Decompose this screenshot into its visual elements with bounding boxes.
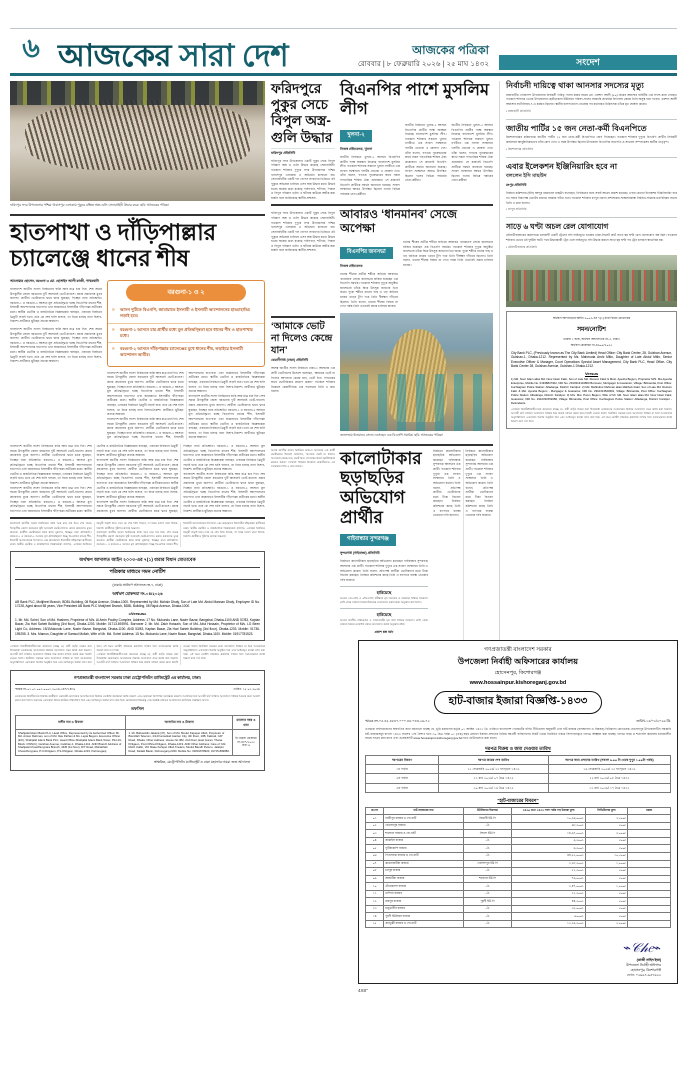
t2-r5-c5 [628,852,671,860]
t2-r12-c4: ৫০০/- [585,905,628,913]
t1-col-1: দরপত্র ক্রয়ের শেষ তারিখ [439,756,549,765]
magistrate-signature [15,756,260,765]
left-overflow-text [10,522,265,546]
t1-r1-c1: ২১ মার্চ ২০২৬/ ০৭ চৈত্র ১৪৩২ [439,774,549,783]
t2-r6-c2: গোবিন্দপুর ইউ.পি [463,860,512,868]
t2-r8-c4: ৫০০/- [585,875,628,883]
magistrate-case-no: স্মারক নং-০১.০১.০০১.০০০১.২০২৬-২৪৭/১৪৮৯ [15,687,76,692]
sidebar-byline: রংপুর প্রতিনিধি [506,183,527,188]
dhanmanab-photo [340,313,493,431]
col-plaintiff: বাদীর নাম ও ঠিকানা [16,716,126,729]
t2-r10-c5 [628,890,671,898]
kalotaka-overflow-cols [433,449,493,645]
faridpur-headline: ফরিদপুরে পুকুর সেচে বিপুল অস্ত্র-গুলি উদ্ধার [271,81,333,145]
faridpur-byline: ফরিদপুর প্রতিনিধি [271,150,296,155]
t2-r12-c3: ৩৫,০০০/- [512,905,585,913]
city-bank-notice-title: সমন/নোটিশ [577,326,606,333]
divider [10,517,265,519]
sidebar-body: কিশোরগঞ্জের করিমগঞ্জে জাতীয় পার্টির ১৫ জন নেতা-কর্মী বিএনপিতে যোগ দিয়েছেন। গতকাল শনিবার দুপুরে বিএনপি প্রার্থীর নির্বাচনী কার্যালয়ে আনুষ্ঠানিকভাবে তাঁরা যোগ দেন। এ সময় উপস্থিত ছিলেন উপজেলা বিএনপির সভাপতি ও সাধারণ সম্পাদকসহ স্থানীয় নেতৃবৃন্দ। [506,135,677,144]
t2-r1-c1: হোসেনপুর বাজার [384,822,463,830]
dhanmanab-story [340,209,493,309]
ad-header-line: অর্থঋণ আদালত আইন ২০০৩-এর ৭(১) ধারার বিধান মোতাবেক [79,556,196,562]
t2-r10-c1: নান্দিনা বাজার [384,890,463,898]
t2-r13-c5 [628,913,671,921]
lead-body-3: বাংলাদেশ জাতীয় সংসদ নির্বাচনের বাকি আর মাত্র চার দিন। শেষ সময়ে উপকূলীয় জেলা বরগুনার দুটি আসনেই ভোট-বাতাস। প্রচার প্রচারণায় মুখর জনপদ। প্রার্থীরা ভোটারদের দ্বারে দ্বারে ঘুরছেন, দিচ্ছেন নানা প্রতিশ্রুতি। বরগুনা-১ ও বরগুনা-২ আসনে মূল প্রতিদ্বন্দ্বিতা হচ্ছে বিএনপির ধানের শীষ, ইসলামী আন্দোলনের হাতপাখা এবং জামায়াতে ইসলামীর দাঁড়িপাল্লা প্রতীকের মধ্যে। স্থানীয় ভোটার ও রাজনৈতিক বিশ্লেষকেরা বলছেন, এবারের নির্বাচনে ত্রিমুখী লড়াই হবে। তবে কে শেষ হাসি হাসবে, তা নিয়ে চলছে নানা হিসাব-নিকাশ। প্রার্থীরাও ছুটছেন প্রত্যন্ত অঞ্চলে। [107,370,184,417]
sidebar-title: নির্বাচনী দায়িত্বে থাকা আনসার সদস্যের মৃত্যু [506,81,644,90]
divider [10,214,265,216]
t2-r0-c4: ২,৫০০/- [585,815,628,823]
t2-r3-c3: ৯,৫০০/- [512,837,585,845]
signer-office: হোসেনপুর, কিশোরগঞ্জ [630,968,661,973]
t2-r7-c1: চরপুর বাজার [384,868,463,876]
t1-col-2: দরপত্র জমা প্রদানের তারিখ (সকাল ৯.০০ টা থেকে দুপুর ১.০০টা পর্যন্ত) [548,756,670,765]
city-bank-legal-notice-ad [506,311,677,429]
t2-r8-c1: আশুটিয়া বাজার [384,875,463,883]
quote-story [271,313,335,441]
table-row [366,920,671,928]
t2-r2-c3: ১৪,৯৭,০০০/- [512,830,585,838]
govt-line: গণপ্রজাতন্ত্রী বাংলাদেশ সরকার [484,647,552,653]
t2-r13-c4: ৫০০/- [585,913,628,921]
t2-r9-c3: ২,৪৭,০০০/- [512,883,585,891]
kalotaka-story [340,449,428,645]
t2-r5-c4: ১০,৫০০/- [585,852,628,860]
t2-r5-c1: পিতলগঞ্জ বাজার ও গো-হাটি [384,852,463,860]
muslim-league-meta [340,123,400,197]
lost-notice-1-title: হারিয়েছে [376,589,392,595]
brand-name: আজকের পত্রিকা [412,45,489,58]
t2-r0-c0: ০১ [366,815,384,823]
table-row [366,822,671,830]
ad-defendants-text: 1. Mr. Md. Sohel, Son of Md. Hashem, Proprietor of M/s. Al Amin Poultry Complex, Address: 17 No. Mukundu Lane, Nazirr Bazar, Bangshal, Dhaka-1100 AND 57/83, Kaptan Bazar, Zia Hari Saheb Building (3rd floor), Dhaka-1203. Mobile: 01713-693991. Borrower 2. Mr. Md. Zakir Hossain, Son of Md. Abul Hossain, Proprietor of M/s. LG Been Light Co, Address: 15/1Mukundu Lane, Nazirr Bazar, Bangshal, Dhaka-1100. AND 53/83, Kaptan Bazar, Zia Hari Saheb Building (3rd floor), Dhaka-1203. Mobile: 01736-195255. 3. Mrs. Mamun, Daughter of Samsul Mollah, Wife of Mr. Md. Sohel Address: 15 No. Mukundu Lane, Nazirr Bazar, Bangshal, Dhaka-1100. Mobile: 01917781523. [15,617,260,636]
dhanmanab-meta [340,240,398,309]
col-case: মামলার নম্বর ও ধারা [233,716,260,729]
divider [271,148,335,149]
masthead [10,28,677,76]
lead-body-5: বাংলাদেশ জাতীয় সংসদ নির্বাচনের বাকি আর মাত্র চার দিন। শেষ সময়ে উপকূলীয় জেলা বরগুনার দুটি আসনেই ভোট-বাতাস। প্রচার প্রচারণায় মুখর জনপদ। প্রার্থীরা ভোটারদের দ্বারে দ্বারে ঘুরছেন, দিচ্ছেন নানা প্রতিশ্রুতি। বরগুনা-১ ও বরগুনা-২ আসনে মূল প্রতিদ্বন্দ্বিতা হচ্ছে বিএনপির ধানের শীষ, ইসলামী আন্দোলনের হাতপাখা এবং জামায়াতে ইসলামীর দাঁড়িপাল্লা প্রতীকের মধ্যে। স্থানীয় ভোটার ও রাজনৈতিক বিশ্লেষকেরা বলছেন, এবারের নির্বাচনে ত্রিমুখী লড়াই হবে। তবে কে শেষ হাসি হাসবে, তা নিয়ে চলছে নানা হিসাব-নিকাশ। প্রার্থীরাও ছুটছেন প্রত্যন্ত অঞ্চলে। [188,393,265,440]
filler-2: এতদ্বারা বিবাদী/বিবাদীগণকে জানানো যাচ্ছে যে, বাদী কর্তৃক দায়ের করা উপরোক্ত মোকদ্দমায় আপনাদের বিরুদ্ধে আদালতে সমন জারি করা হয়েছে। আগামী ধার্য তারিখে আদালতে হাজির হয়ে জবাব দাখিল করার জন্য নির্দেশ দেওয়া হলো। নির্ধারিত সময়ের মধ্যে আদালতে হাজির না হলে আপনাদের অনুপস্থিতিতে একতরফা শুনানি অনুষ্ঠিত হবে এবং আইনানুগ ব্যবস্থা গ্রহণ করা হবে। এই সমন নোটিশ পত্রিকায় প্রকাশের তারিখ হতে যথাযথভাবে জারি হয়েছে বলে গণ্য হবে। [96,645,265,665]
t2-r13-c3: ৯০০০/- [512,913,585,921]
sidebar-body: নির্বাচন কমিশনার (ইসি) আব্দুর রহমানেল মাছউদ বলেছেন, নির্বাচনের জন্য সবাই আগ্রহ প্রকাশ করেছে। এবার কোনো ইলেকশন ইঞ্জিনিয়ারিং হবে না। সবার নিরপেক্ষ ভোটের মাধ্যমে সরকার গঠিত হবে। গতকাল শনিবার রংপুর জেলা প্রশাসকের সম্মেলনকক্ষে নির্বাচন-সংক্রান্ত মতবিনিময় সভায় তিনি এ কথা বলেন। [506,191,677,205]
table-row [16,729,260,756]
dhanmanab-headline: আবারও ‘ধানমানব’ সেজে অপেক্ষা [340,209,457,236]
tender-schedule-table [365,755,671,793]
t2-r2-c4: ৩,০০০/- [585,830,628,838]
faridpur-story [271,81,335,200]
magistrate-date: তারিখ: ১৫.০১.২০২৬ [233,687,260,692]
divider [271,204,493,206]
office-website[interactable]: www.hossainpur.kishoreganj.gov.bd [469,680,567,686]
tender-memo-no: স্মারক নং-০৫.৪৫.৪৮৪৭.০০০.৪৪.০৪৩.২৬-৭২ [365,719,430,723]
kalotaka-body: নির্বাচনে কালোটাকার ছড়াছড়ির অভিযোগ করেছেন গাইবান্ধার সুন্দরগঞ্জ আসনের এক প্রার্থী। গতকাল শনিবার দুপুরে এক সংবাদ সম্মেলনে তিনি এ অভিযোগ করেন। তিনি বলেন, প্রতিপক্ষ প্রার্থীরা ভোটারদের মধ্যে টাকা বিতরণ করছেন। নির্বাচন কমিশনের কাছে তিনি এ ব্যাপারে ব্যবস্থা নেওয়ার দাবি জানান। [340,559,428,582]
t2-r6-c5 [628,860,671,868]
t2-r10-c2: -ঐ- [463,890,512,898]
filler-1: এতদ্বারা বিবাদী/বিবাদীগণকে জানানো যাচ্ছে যে, বাদী কর্তৃক দায়ের করা উপরোক্ত মোকদ্দমায় আপনাদের বিরুদ্ধে আদালতে সমন জারি করা হয়েছে। আগামী ধার্য তারিখে আদালতে হাজির হয়ে জবাব দাখিল করার জন্য নির্দেশ দেওয়া হলো। নির্ধারিত সময়ের মধ্যে আদালতে হাজির না হলে আপনাদের অনুপস্থিতিতে একতরফা শুনানি অনুষ্ঠিত হবে এবং আইনানুগ ব্যবস্থা গ্রহণ করা হবে। এই সমন নোটিশ পত্রিকায় প্রকাশের তারিখ হতে যথাযথভাবে জারি হয়েছে বলে গণ্য হবে। [10,645,179,665]
t1-r0-c2: ১৬ ফেব্রুয়ারি ২০২৬/ ২৩ ফাল্গুন ১৪৩২ [548,765,670,774]
callout-header: বরগুনা-১ ও ২ [126,284,246,301]
sidebar-item-rail [506,222,677,250]
city-bank-versus: Versus [584,370,599,376]
col-defendant: আসামির নাম ও ঠিকানা [126,716,233,729]
t2-r4-c0: ০৫ [366,845,384,853]
t2-r14-c2: -ঐ- [463,920,512,928]
quote-photo-row [271,313,493,441]
sidebar-item-election-engineering [506,162,677,214]
tender-table2-title: "হাট-বাজারের বিবরণ" [497,797,539,803]
metropolitan-magistrate-ad [10,670,265,770]
muslim-league-byline: নিজস্ব প্রতিবেদক, খুলনা [340,146,373,151]
overflow-text-2: বাংলাদেশ জাতীয় সংসদ নির্বাচনের বাকি আর মাত্র চার দিন। শেষ সময়ে উপকূলীয় জেলা বরগুনার দুটি আসনেই ভোট-বাতাস। প্রচার প্রচারণায় মুখর জনপদ। প্রার্থীরা ভোটারদের দ্বারে দ্বারে ঘুরছেন, দিচ্ছেন নানা প্রতিশ্রুতি। বরগুনা-১ ও বরগুনা-২ আসনে মূল প্রতিদ্বন্দ্বিতা হচ্ছে বিএনপির ধানের শীষ, ইসলামী আন্দোলনের হাতপাখা এবং জামায়াতে ইসলামীর দাঁড়িপাল্লা প্রতীকের মধ্যে। স্থানীয় ভোটার ও রাজনৈতিক বিশ্লেষকেরা বলছেন, এবারের নির্বাচনে ত্রিমুখী লড়াই হবে। তবে কে শেষ হাসি হাসবে, তা নিয়ে চলছে নানা হিসাব-নিকাশ। প্রার্থীরাও ছুটছেন প্রত্যন্ত অঞ্চলে। [96,522,265,546]
t2-r9-c5 [628,883,671,891]
tender-body: এতদ্বারা সর্বসাধারণের অবগতির জন্য জানানো যাচ্ছে যে, ভূমি মন্ত্রণালয় কর্তৃক ০১ আশ্বিন ১৪৩১ খ্রি. তারিখে বাংলাদেশ গেজেটের বর্ণিত নীতিমালা অনুযায়ী এবং হাট-বাজার (ব্যবস্থাপনা ও নিয়ন্ত্রণ) বিধিমালা মোতাবেক হোসেনপুর উপজেলাধীন সরকারি হাট-বাজারসমূহ বাংলা ১৪৩৩ সালের ১লা বৈশাখ হতে ৩০ চৈত্র পর্যন্ত ০১ (এক) বছর মেয়াদে ইজারা প্রদানের নিমিত্ত আগ্রহী ব্যক্তিগণের নিকট থেকে নির্ধারিত ফরমে সিলগালাকৃত দরপত্র আহ্বান করা যাচ্ছে। দরপত্র ফরম ও শর্তাবলি কার্যালয় চলাকালীন সময়ে সংগ্রহ করা যাবে এবং ওয়েবসাইট www.hossainpur.kishoreganj.gov.bd হতে ডাউনলোড করা যাবে। [365,727,671,741]
constituency-tag: খুলনা-২ [340,130,372,142]
ad-size-note: 4X8" [358,988,368,994]
bottom-center-row [271,449,493,645]
tender-memo-date: তারিখ-১৫/০২/২০২৬ খ্রি. [636,719,671,723]
t2-r4-c5 [628,845,671,853]
rally-photo [506,255,677,307]
lead-body-6: বাংলাদেশ জাতীয় সংসদ নির্বাচনের বাকি আর মাত্র চার দিন। শেষ সময়ে উপকূলীয় জেলা বরগুনার দুটি আসনেই ভোট-বাতাস। প্রচার প্রচারণায় মুখর জনপদ। প্রার্থীরা ভোটারদের দ্বারে দ্বারে ঘুরছেন, দিচ্ছেন নানা প্রতিশ্রুতি। বরগুনা-১ ও বরগুনা-২ আসনে মূল প্রতিদ্বন্দ্বিতা হচ্ছে বিএনপির ধানের শীষ, ইসলামী আন্দোলনের হাতপাখা এবং জামায়াতে ইসলামীর দাঁড়িপাল্লা প্রতীকের মধ্যে। স্থানীয় ভোটার ও রাজনৈতিক বিশ্লেষকেরা বলছেন, এবারের নির্বাচনে ত্রিমুখী লড়াই হবে। তবে কে শেষ হাসি হাসবে, তা নিয়ে চলছে নানা হিসাব-নিকাশ। প্রার্থীরাও ছুটছেন প্রত্যন্ত অঞ্চলে। [10,444,92,486]
table-row [366,837,671,845]
cell-defendant: 1. Mr. Bahauddin Jakaria (37), Son of Md. Moulvi Kapayet Ullah, Proprietor of Bismillah Telecom, 4/14 Kamarkali Garden City, 4th Floor, 10B, Kalinati, GIP Road, Dhaka. Other Address: House No.382, 2nd Floor, East Goran, Thana: Khilgaon, Post Office-Khilgaon, Dhaka-1219. AND Other Address: Care of: Md. Mofiz Uddin, Vill: Mase Kefayet Ullah Traders, Moulvi Bandh Pukuru, Jalalpur Road, Kaitaki Bazar, Kishoreganj-2330. Mobile No. 01801678920, 01715-899880. [126,729,233,756]
sidebar-credit: • রংপুর প্রতিনিধি [506,207,527,212]
publication-date: রোববার | ৮ ফেব্রুয়ারি ২০২৬ | ২৫ মাঘ ১৪৩২ [357,59,489,69]
t2-col-3: ১৪৩০ হতে ১৪৩২ সাল পর্যন্ত গড় ইজারা মূল্য [512,807,585,815]
sidebar-section-badge: সংদেশ [499,55,677,70]
t2-r12-c1: মাধুখালীর বাজার [384,905,463,913]
divider [506,157,677,158]
lost-notice-contact-name: প্রকাশ চন্দ্র বর্মণ [374,629,394,634]
sidebar-credit: • রাজবাড়ী প্রতিনিধি [506,108,531,113]
t2-r4-c1: পুটিয়াকান্দি বাজার [384,845,463,853]
ad-case-number: অর্থঋণ মোকদ্দমা নং-০৪/২০২৬ [112,590,163,596]
t2-r0-c1: হাজীপুর বাজার ও গো-হাটি [384,815,463,823]
t2-r10-c3: ২১,৫০০/- [512,890,585,898]
t2-r6-c4: ১,০০০/- [585,860,628,868]
t2-r7-c0: ০৮ [366,868,384,876]
t1-col-0: দরপত্রের বিবরণ [366,756,439,765]
t2-r14-c5 [628,920,671,928]
dhanmanab-body-2: ধানের শীষের প্রতীক শরীরে জড়িয়ে আবারও ‘ধানমানব’ সেজে জনসভায় হাজির হয়েছেন এক বিএনপি সমর্থক। গতকাল শনিবার দুপুরে অনুষ্ঠিত জনসভায় তাঁকে ঘিরে উৎসুক জনতার ভিড় জমে। পুরো শরীরে ধানের গাছ ও খড় জড়িয়ে মাথায় খড়ের টুপি পরে তিনি দীর্ঘক্ষণ দাঁড়িয়ে ছিলেন। তিনি বলেন, ধানের শীষের বিজয় না দেখা পর্যন্ত তিনি এভাবেই প্রচার চালিয়ে যাবেন। [403,239,493,268]
t2-r1-c2: -ঐ- [463,822,512,830]
sidebar-body: মৌলভীবাজারের কমলগঞ্জে মালবাহী একটি ট্রেনের বগি লাইনচ্যুত হওয়ায় ঢাকা-সিলেট রুটে সাড়ে ছয় ঘণ্টা রেল যোগাযোগ বন্ধ ছিল। গতকাল শনিবার ভোরে ওই দুর্ঘটনা ঘটে। পরে উদ্ধারকারী ট্রেন এসে লাইনচ্যুত বগি উদ্ধার করলে সাড়ে ছয় ঘণ্টা পর ট্রেন চলাচল স্বাভাবিক হয়। [506,233,677,242]
t2-r2-c2: সিদলা ইউ.পি [463,830,512,838]
table-row [366,860,671,868]
t2-r11-c4: ৫০০/- [585,898,628,906]
office-name: উপজেলা নির্বাহী অফিসারের কার্যালয় [457,657,579,666]
city-bank-case-no: অর্থঋণ মোকদ্দমা নং-৪৯০৫/২০২৫ [570,342,613,347]
table-row [366,845,671,853]
t2-r6-c1: কাওনাহাটিয়া বাজার [384,860,463,868]
t2-r11-c2: পুমদী ইউ.পি [463,898,512,906]
city-bank-body-bn: এতদ্বারা বিবাদী/বিবাদীগণকে জানানো যাচ্ছে যে, বাদী কর্তৃক দায়ের করা উপরোক্ত মোকদ্দমায় আপনাদের বিরুদ্ধে আদালতে সমন জারি করা হয়েছে। আগামী ধার্য তারিখে আদালতে হাজির হয়ে জবাব দাখিল করার জন্য নির্দেশ দেওয়া হলো। নির্ধারিত সময়ের মধ্যে আদালতে হাজির না হলে আপনাদের অনুপস্থিতিতে একতরফা শুনানি অনুষ্ঠিত হবে এবং আইনানুগ ব্যবস্থা গ্রহণ করা হবে। এই সমন নোটিশ পত্রিকায় প্রকাশের তারিখ হতে যথাযথভাবে জারি হয়েছে বলে গণ্য হবে। [511,407,672,423]
lead-body-2: বাংলাদেশ জাতীয় সংসদ নির্বাচনের বাকি আর মাত্র চার দিন। শেষ সময়ে উপকূলীয় জেলা বরগুনার দুটি আসনেই ভোট-বাতাস। প্রচার প্রচারণায় মুখর জনপদ। প্রার্থীরা ভোটারদের দ্বারে দ্বারে ঘুরছেন, দিচ্ছেন নানা প্রতিশ্রুতি। বরগুনা-১ ও বরগুনা-২ আসনে মূল প্রতিদ্বন্দ্বিতা হচ্ছে বিএনপির ধানের শীষ, ইসলামী আন্দোলনের হাতপাখা এবং জামায়াতে ইসলামীর দাঁড়িপাল্লা প্রতীকের মধ্যে। স্থানীয় ভোটার ও রাজনৈতিক বিশ্লেষকেরা বলছেন, এবারের নির্বাচনে ত্রিমুখী লড়াই হবে। তবে কে শেষ হাসি হাসবে, তা নিয়ে চলছে নানা হিসাব-নিকাশ। প্রার্থীরাও ছুটছেন প্রত্যন্ত অঞ্চলে। [10,326,102,364]
weapons-photo-caption: ফরিদপুর সদর উপজেলার পশ্চিম খাবাসপুর এলাকায় পুকুরে রক্ষিত অস্ত্র-গুলি সেনাবাহিনী উদ্ধার করে। ছবি: আজকের পত্রিকা [10,203,169,207]
magistrate-body: মোকদ্দমার বিবাদীগণের বিরুদ্ধে জারীকৃত ওয়ারেন্ট মোতাবেক আসামিগণের বিরুদ্ধে গ্রেপ্তারি পরোয়ানা জারি রয়েছে এবং মোকদ্দমা নিষ্পত্তির অপেক্ষায় রয়েছে। আসামিগণকে আগামী ধার্য তারিখে আদালতে হাজির হওয়ার জন্য আদেশ প্রদান করা হলো। অন্যথায় একতরফা বিচার কার্যক্রম পরিচালিত হবে এবং আইনানুগ ব্যবস্থা গ্রহণ করা হবে। মোকদ্দমার বিষয়বস্তু এবং সংশ্লিষ্ট নথিপত্র আদালতের কার্যালয়ে সংরক্ষিত আছে। [15,695,260,703]
sidebar-subtitle: বললেন ইসি মাছউদ [506,173,547,180]
dhanmanab-photo-caption: জনসভায় ধানমানব সেজে এসেছেন এক বিএনপি সমর্থক। ছবি: আজকের পত্রিকা [340,432,443,437]
lead-body-4: বাংলাদেশ জাতীয় সংসদ নির্বাচনের বাকি আর মাত্র চার দিন। শেষ সময়ে উপকূলীয় জেলা বরগুনার দুটি আসনেই ভোট-বাতাস। প্রচার প্রচারণায় মুখর জনপদ। প্রার্থীরা ভোটারদের দ্বারে দ্বারে ঘুরছেন, দিচ্ছেন নানা প্রতিশ্রুতি। বরগুনা-১ ও বরগুনা-২ আসনে মূল প্রতিদ্বন্দ্বিতা হচ্ছে বিএনপির ধানের শীষ, ইসলামী আন্দোলনের হাতপাখা এবং জামায়াতে ইসলামীর দাঁড়িপাল্লা প্রতীকের মধ্যে। স্থানীয় ভোটার ও রাজনৈতিক বিশ্লেষকেরা বলছেন, এবারের নির্বাচনে ত্রিমুখী লড়াই হবে। তবে কে শেষ হাসি হাসবে, তা নিয়ে চলছে নানা হিসাব-নিকাশ। প্রার্থীরাও ছুটছেন প্রত্যন্ত অঞ্চলে। [107,370,265,440]
lost-notice-2-body: আমার জাতীয় পরিচয়পত্র ও পাসপোর্টের মূল কপি হারিয়ে গিয়েছে। কেউ পেয়ে থাকলে নিচের মোবাইল নম্বরে যোগাযোগ করার অনুরোধ রইল। [340,618,428,626]
t2-r13-c1: পুমদী ইউনিয়ন বাজার [384,913,463,921]
kalotaka-body-2: নির্বাচনে কালোটাকার ছড়াছড়ির অভিযোগ করেছেন গাইবান্ধার সুন্দরগঞ্জ আসনের এক প্রার্থী। গতকাল শনিবার দুপুরে এক সংবাদ সম্মেলনে তিনি এ অভিযোগ করেন। তিনি বলেন, প্রতিপক্ষ প্রার্থীরা ভোটারদের মধ্যে টাকা বিতরণ করছেন। নির্বাচন কমিশনের কাছে তিনি এ ব্যাপারে ব্যবস্থা নেওয়ার দাবি জানান। [433,448,461,518]
callout-item: » বরগুনা-২ আসনে দাঁড়িপাল্লার চ্যালেঞ্জের মুখে ধানের শীষ, লড়াইয়ে ইসলামী আন্দোলন আমীর। [108,342,264,362]
t1-r1-c2: ২২ মার্চ ২০২৬/ ০৮ চৈত্র ১৪৩২ [548,774,670,783]
magistrate-footer: স্বাক্ষরিত, মেট্রোপলিটন ম্যাজিস্ট্রেট ও ঢাকা মহানগর দায়রা জজ আদালত [154,760,250,765]
city-bank-header: অর্থঋণ আদালতের আইন ২০০৩-এর ৭(১) ধারা বিধান মোতাবেক [552,315,631,320]
page-title [58,40,288,71]
signer-phone: ফোন: ০২৯৯৭-৯৫৭৬২২ [626,973,661,978]
kalotaka-body-3: নির্বাচনে কালোটাকার ছড়াছড়ির অভিযোগ করেছেন গাইবান্ধার সুন্দরগঞ্জ আসনের এক প্রার্থী। গতকাল শনিবার দুপুরে এক সংবাদ সম্মেলনে তিনি এ অভিযোগ করেন। তিনি বলেন, প্রতিপক্ষ প্রার্থীরা ভোটারদের মধ্যে টাকা বিতরণ করছেন। নির্বাচন কমিশনের কাছে তিনি এ ব্যাপারে ব্যবস্থা নেওয়ার দাবি জানান। [465,448,493,518]
lead-body-7: বাংলাদেশ জাতীয় সংসদ নির্বাচনের বাকি আর মাত্র চার দিন। শেষ সময়ে উপকূলীয় জেলা বরগুনার দুটি আসনেই ভোট-বাতাস। প্রচার প্রচারণায় মুখর জনপদ। প্রার্থীরা ভোটারদের দ্বারে দ্বারে ঘুরছেন, দিচ্ছেন নানা প্রতিশ্রুতি। বরগুনা-১ ও বরগুনা-২ আসনে মূল প্রতিদ্বন্দ্বিতা হচ্ছে বিএনপির ধানের শীষ, ইসলামী আন্দোলনের হাতপাখা এবং জামায়াতে ইসলামীর দাঁড়িপাল্লা প্রতীকের মধ্যে। স্থানীয় ভোটার ও রাজনৈতিক বিশ্লেষকেরা বলছেন, এবারের নির্বাচনে ত্রিমুখী লড়াই হবে। তবে কে শেষ হাসি হাসবে, তা নিয়ে চলছে নানা হিসাব-নিকাশ। প্রার্থীরাও ছুটছেন প্রত্যন্ত অঞ্চলে। [10,444,179,513]
tender-table1-title: দরপত্র বিক্রয় ও জমা দেওয়ার তারিখ [485,746,551,752]
t2-r2-c0: ০৩ [366,830,384,838]
page-number: ৬ [22,32,40,63]
t2-r9-c4: ১,০০০/- [585,883,628,891]
city-bank-court: ঢাকায় ১ জজ, অর্থঋণ আদালতের নং-৩, ঢাকা। [563,336,620,341]
dhanmanab-byline: নিজস্ব প্রতিবেদক [340,263,363,268]
t2-r4-c4: ৫০০/- [585,845,628,853]
muslim-league-body-3: জাতীয় নির্বাচনে খুলনা-২ আসনে বিএনপির প্রার্থীর পক্ষে অবস্থান নিয়েছে বাংলাদেশ মুসলিম লীগ। গতকাল শনিবার সকালে খুলনা নগরীতে এক সংবাদ সম্মেলনে দলটির নেতারা এ ঘোষণা দেন। তাঁরা বলেন, গণতন্ত্র পুনরুদ্ধারের স্বার্থে সকল গণতান্ত্রিক শক্তির ঐক্য প্রয়োজন। সে কারণেই বিএনপি প্রার্থীকে সমর্থন জানানো হয়েছে। সংবাদ সম্মেলনে আরও উপস্থিত ছিলেন দলের বিভিন্ন পর্যায়ের নেতা-কর্মীরা। [451,122,493,183]
t2-r1-c4: ৫০০/- [585,822,628,830]
t2-r11-c5 [628,898,671,906]
t2-r3-c5 [628,837,671,845]
ad-versus: =Versus= [128,610,147,616]
cell-plaintiff: Shahjalal Islami Bank PLC, Head Office, Represented by its Authorized Officer Mr. Md. Anisur Rahman, son of Md. Ilias Pathan & Ms. Layla Begum, Executive Officer (EO), Shahjalal Islami Bank PLC, Head Office-Shahjalal Islami Bank Tower, Plot-04, Block: CWN(C), Gulshan Avenue, Gulshan-1, Dhaka-1212. AND Branch Address of Shahjalal Chowdhurypara Branch, 34/B (1st floor), D/T Road, Mohakhali Chowdhurypara, P.O-Khilgaon, P.S-Khilgaon, Dhaka-1219, Kishoreganj. [16,729,126,756]
tender-signature-block [365,928,671,978]
t2-r10-c4: ৫০০/- [585,890,628,898]
t2-r7-c5 [628,868,671,876]
t2-r12-c0: ১৩ [366,905,384,913]
t2-r14-c3: ১২,২৯,৫০০/- [512,920,585,928]
t2-r4-c3: ৬,৫০০/- [512,845,585,853]
table-row [366,913,671,921]
magistrate-ad-title: গণপ্রজাতন্ত্রী বাংলাদেশ সরকার ঢাকা মেট্রোপলিটন ম্যাজিস্ট্রেট এর কার্যালয়, ঢাকা। [15,675,260,685]
t2-col-2: ইউনিয়ন/পৌরসভা [463,807,512,815]
t2-r8-c2: শাহেদল ইউ.পি [463,875,512,883]
sidebar-title: সাড়ে ৬ ঘণ্টা অচল রেল যোগাযোগ [506,222,609,232]
sidebar-title: এবার ইলেকশন ইঞ্জিনিয়ারিং হবে না [506,161,618,171]
sidebar-body: রাজবাড়ীর গোয়ালন্দ উপজেলায় নির্বাচনী দায়িত্ব পালন করার সময়ে মো. এরশাদ আলী (৫০) নামের আনসার বাহিনীর এক সদস্য মারা গেছেন। গতকাল শনিবার ভোরে উপজেলার ছোটভাকলা ইউনিয়ন পরিষদ-সংলগ্ন সরকারি প্রাথমিক বিদ্যালয় কেন্দ্রে তিনি অসুস্থ হয়ে পড়েন। এরশাদ আলী আনসার ব্যাটালিয়ন-৭-এ কর্মরত ছিলেন। স্থানীয় হাসপাতালে নেওয়ার পর কর্তব্যরত চিকিৎসক তাঁকে মৃত ঘোষণা করেন। [506,92,677,106]
signer-title: উপজেলা নির্বাহী অফিসার [626,963,661,968]
divider [340,586,428,587]
magistrate-schedule-table [15,715,260,756]
muslim-league-headline: বিএনপির পাশে মুসলিম লীগ [340,81,490,119]
sidebar-item-ansar [506,81,677,115]
t2-r1-c3: ৯৮,৫০০/- [512,822,585,830]
t2-r6-c3: ২,২৮,৫০০/- [512,860,585,868]
faridpur-body: ফরিদপুর সদর উপজেলার একটি পুকুর সেচে বিপুল পরিমাণ অস্ত্র ও গুলি উদ্ধার করেছে সেনাবাহিনী। গতকাল শনিবার দুপুরে সদর উপজেলার পশ্চিম খাবাসপুর এলাকায় এ অভিযান চালানো হয়। সেনাবাহিনীর একটি দল গোপন সংবাদের ভিত্তিতে ওই পুকুরে অভিযান চালিয়ে এসব অস্ত্র উদ্ধার করে। উদ্ধার হওয়া অস্ত্রের মধ্যে রয়েছে পাইপগান, শটগান, পিস্তল ও বিপুল পরিমাণ গুলি। এ ঘটনায় কাউকে আটক করা যায়নি বলে জানিয়েছে স্থানীয় প্রশাসন। [271,158,335,200]
t2-r14-c0: ১৫ [366,920,384,928]
t2-col-0: ক্র./নং [366,807,384,815]
t2-r12-c5 [628,905,671,913]
t2-r5-c3: ৪৪,৫৫,০০০/- [512,852,585,860]
muslim-league-body-1: জাতীয় নির্বাচনে খুলনা-২ আসনে বিএনপির প্রার্থীর পক্ষে অবস্থান নিয়েছে বাংলাদেশ মুসলিম লীগ। গতকাল শনিবার সকালে খুলনা নগরীতে এক সংবাদ সম্মেলনে দলটির নেতারা এ ঘোষণা দেন। তাঁরা বলেন, গণতন্ত্র পুনরুদ্ধারের স্বার্থে সকল গণতান্ত্রিক শক্তির ঐক্য প্রয়োজন। সে কারণেই বিএনপি প্রার্থীকে সমর্থন জানানো হয়েছে। সংবাদ সম্মেলনে আরও উপস্থিত ছিলেন দলের বিভিন্ন পর্যায়ের নেতা-কর্মীরা। [340,154,400,196]
divider [271,316,335,318]
hat-bazar-tender-ad [358,636,678,993]
left-filler-text [10,645,265,665]
city-bank-plaintiff: City Bank PLC, (Previously known as The City Bank Limited) Head Office: City Bank Center, 28, Gulshan Avenue, Gulshan-1, Dhaka-1212. Represented by Ms. Mahmuda Arshi Mitin, Daughter of Late Abdul Mitin, Senior Executive Officer & Manager, Court Operations Special Asset Management, City Bank PLC, Head Office- City Bank Center 28, Gulshan Avenue, Gulshan-1 Dhaka-1212. [511,350,672,369]
t1-r0-c1: ১৫ ফেব্রুয়ারি ২০২৬/ ২২ ফাল্গুন ১৪৩২ [439,765,549,774]
t2-r5-c0: ০৬ [366,852,384,860]
dhanmanab-photo-block [340,313,493,441]
masthead-meta [358,44,489,70]
kalotaka-headline: কালোটাকার ছড়াছড়ির অভিযোগ প্রার্থীর [340,448,422,527]
lead-body-9: বাংলাদেশ জাতীয় সংসদ নির্বাচনের বাকি আর মাত্র চার দিন। শেষ সময়ে উপকূলীয় জেলা বরগুনার দুটি আসনেই ভোট-বাতাস। প্রচার প্রচারণায় মুখর জনপদ। প্রার্থীরা ভোটারদের দ্বারে দ্বারে ঘুরছেন, দিচ্ছেন নানা প্রতিশ্রুতি। বরগুনা-১ ও বরগুনা-২ আসনে মূল প্রতিদ্বন্দ্বিতা হচ্ছে বিএনপির ধানের শীষ, ইসলামী আন্দোলনের হাতপাখা এবং জামায়াতে ইসলামীর দাঁড়িপাল্লা প্রতীকের মধ্যে। স্থানীয় ভোটার ও রাজনৈতিক বিশ্লেষকেরা বলছেন, এবারের নির্বাচনে ত্রিমুখী লড়াই হবে। তবে কে শেষ হাসি হাসবে, তা নিয়ে চলছে নানা হিসাব-নিকাশ। প্রার্থীরাও ছুটছেন প্রত্যন্ত অঞ্চলে। [96,444,265,513]
tender-pill-wrap [365,688,671,717]
t2-r11-c3: ৪৪,৫০০/- [512,898,585,906]
ad-notice-title: পত্রিকার মাধ্যমে সমন নোটিশ [15,567,260,580]
office-location: হোসেনপুর, কিশোরগঞ্জ [494,670,542,676]
t2-r14-c1: জনতুল্লী বাজার ও গো-হাটি [384,920,463,928]
divider [271,444,493,446]
t2-col-4: সিডিউলের মূল্য [585,807,628,815]
t2-r5-c2: -ঐ- [463,852,512,860]
t2-r11-c0: ১২ [366,898,384,906]
table-row [366,890,671,898]
sidebar-credit: • কিশোরগঞ্জ প্রতিনিধি [506,146,534,151]
quote-headline: ‘আমাকে ভোট না দিলেও কেন্দ্রে যান’ [271,320,333,356]
signer-name: (কাজী নাহিদ ইভা) [636,957,661,962]
lost-notice-1-body: আমার এসএসসি ও এইচএসসি পরীক্ষার মূল সনদপত্র ও নম্বরপত্র হারিয়ে গিয়েছে। কেউ পেয়ে থাকলে নিচের ঠিকানায় যোগাযোগ করার জন্য অনুরোধ করা হলো। [340,596,428,604]
t2-r7-c2: -ঐ- [463,868,512,876]
table-row [366,868,671,876]
ad-plaintiff-text: AB Bank PLC, Motijheel Branch, BDBL Building, 08 Rajuk Avenue, Dhaka-1000. Represented by Md. Mohsin Dhaly, Son of Late Md. Abdul Mannan Dhaly, Employee ID No. 17228, Aged about 58 years, Vice President AB Bank PLC Motijheel Branch, BDBL Building, 08 Rajuk Avenue, Dhaka-1000. [15,599,260,609]
lead-body-1: বাংলাদেশ জাতীয় সংসদ নির্বাচনের বাকি আর মাত্র চার দিন। শেষ সময়ে উপকূলীয় জেলা বরগুনার দুটি আসনেই ভোট-বাতাস। প্রচার প্রচারণায় মুখর জনপদ। প্রার্থীরা ভোটারদের দ্বারে দ্বারে ঘুরছেন, দিচ্ছেন নানা প্রতিশ্রুতি। বরগুনা-১ ও বরগুনা-২ আসনে মূল প্রতিদ্বন্দ্বিতা হচ্ছে বিএনপির ধানের শীষ, ইসলামী আন্দোলনের হাতপাখা এবং জামায়াতে ইসলামীর দাঁড়িপাল্লা প্রতীকের মধ্যে। স্থানীয় ভোটার ও রাজনৈতিক বিশ্লেষকেরা বলছেন, এবারের নির্বাচনে ত্রিমুখী লড়াই হবে। তবে কে শেষ হাসি হাসবে, তা নিয়ে চলছে নানা হিসাব-নিকাশ। প্রার্থীরাও ছুটছেন প্রত্যন্ত অঞ্চলে। [10,286,102,324]
t1-r2-c1: ৩০ মার্চ ২০২৬/ ১৬ চৈত্র ১৪৩২ [439,783,549,792]
callout-item: » বরগুনা-১ আসনে চার প্রার্থীর মধ্যে মূল প্রতিদ্বন্দ্বিতা হবে ধানের শীষ ও হাতপাখার মধ্যে। [108,323,264,343]
divider [506,119,677,120]
kalotaka-tag: গাইবান্ধার সুন্দরগঞ্জ [340,534,396,546]
t1-r2-c2: ৩১ মার্চ ২০২৬/ ১৭ চৈত্র ১৪৩২ [548,783,670,792]
quote-byline: কেরানীগঞ্জ (ঢাকা) প্রতিনিধি [271,358,309,363]
ab-bank-legal-notice-ad [10,551,265,641]
t2-r13-c0: ১৪ [366,913,384,921]
tender-title: হাট-বাজার ইজারা বিজ্ঞপ্তি-১৪৩৩ [434,691,603,714]
t2-col-5: মন্তব্য [628,807,671,815]
t1-r2-c0: ৩য় পর্যায় [366,783,439,792]
left-column [10,81,265,771]
table-row [366,783,671,792]
lead-byline: আনোয়ার হোসেন, বরগুনা ও মো. হোসাইন আলী কাজী, পাথরঘাটা [10,278,100,283]
faridpur-continued: ফরিদপুর সদর উপজেলার একটি পুকুর সেচে বিপুল পরিমাণ অস্ত্র ও গুলি উদ্ধার করেছে সেনাবাহিনী। গতকাল শনিবার দুপুরে সদর উপজেলার পশ্চিম খাবাসপুর এলাকায় এ অভিযান চালানো হয়। সেনাবাহিনীর একটি দল গোপন সংবাদের ভিত্তিতে ওই পুকুরে অভিযান চালিয়ে এসব অস্ত্র উদ্ধার করে। উদ্ধার হওয়া অস্ত্রের মধ্যে রয়েছে পাইপগান, শটগান, পিস্তল ও বিপুল পরিমাণ গুলি। এ ঘটনায় কাউকে আটক করা যায়নি বলে জানিয়েছে স্থানীয় প্রশাসন। [271,211,335,253]
table-row [366,905,671,913]
t2-r1-c0: ০২ [366,822,384,830]
t2-r1-c5 [628,822,671,830]
page-title-light: সারা দেশ [179,38,289,73]
lead-headline: হাতপাখা ও দাঁড়িপাল্লার চ্যালেঞ্জে ধানের শীষ [10,218,216,272]
t2-r0-c2: জিনারী ইউ.পি [463,815,512,823]
hat-bazar-list-table [365,807,671,929]
t2-r13-c2: -ঐ- [463,913,512,921]
hat-bazar-rows [366,815,671,928]
kalotaka-byline: সুন্দরগঞ্জ (গাইবান্ধা) প্রতিনিধি [340,551,380,556]
page-title-bold: আজকের [58,38,172,73]
city-bank-defendants: 1) Md. Noor Islam alias Md. Noor Islam Fakir, Son of Late Md. Rustom Fakir & Most. Ayesha Begum, Proprietor M/S. Ma-Ayesha Enterprise, Mobile No. 01938847302, NID No. 2910313104800 Borrower, Mortgagor & Guarantor, Village: Bilmandia, Post Office: Kuchiagram Police Station: Alfadanga, District: Faridpur. 2) Md. Mahbubur Rahman alias Mahbub Fakir, Son of Late Md. Rustom Fakir & Mst. Ayesha Begum - Mortgagor & Guarantor, NID No. 2910313520691, Village: Bilmandia, Post Office: Kuchiagram Police Station: Alfadanga, District: Faridpur. 3) Mrs. Mst. Porun Begum, Wife of Mr. Md. Noor Islam alias Md. Noor Islam Fakir, Guarantor, NID No. 2910331552080, Village: Bilmandia, Post Office: Kuchiagram Police Station: Alfadanga, District: Faridpur - Defendants. [511,376,672,405]
table-row [366,875,671,883]
t2-r10-c0: ১১ [366,890,384,898]
t2-r3-c4: ৫০০/- [585,837,628,845]
lead-bottom-columns [10,444,265,513]
t2-r8-c5 [628,875,671,883]
overflow-text-1: বাংলাদেশ জাতীয় সংসদ নির্বাচনের বাকি আর মাত্র চার দিন। শেষ সময়ে উপকূলীয় জেলা বরগুনার দুটি আসনেই ভোট-বাতাস। প্রচার প্রচারণায় মুখর জনপদ। প্রার্থীরা ভোটারদের দ্বারে দ্বারে ঘুরছেন, দিচ্ছেন নানা প্রতিশ্রুতি। বরগুনা-১ ও বরগুনা-২ আসনে মূল প্রতিদ্বন্দ্বিতা হচ্ছে বিএনপির ধানের শীষ, ইসলামী আন্দোলনের হাতপাখা এবং জামায়াতে ইসলামীর দাঁড়িপাল্লা প্রতীকের মধ্যে। স্থানীয় ভোটার ও রাজনৈতিক বিশ্লেষকেরা বলছেন, এবারের নির্বাচনে ত্রিমুখী লড়াই হবে। তবে কে শেষ হাসি হাসবে, তা নিয়ে চলছে নানা হিসাব-নিকাশ। প্রার্থীরাও ছুটছেন প্রত্যন্ত অঞ্চলে। [10,522,179,546]
lead-body-10: বাংলাদেশ জাতীয় সংসদ নির্বাচনের বাকি আর মাত্র চার দিন। শেষ সময়ে উপকূলীয় জেলা বরগুনার দুটি আসনেই ভোট-বাতাস। প্রচার প্রচারণায় মুখর জনপদ। প্রার্থীরা ভোটারদের দ্বারে দ্বারে ঘুরছেন, দিচ্ছেন নানা প্রতিশ্রুতি। বরগুনা-১ ও বরগুনা-২ আসনে মূল প্রতিদ্বন্দ্বিতা হচ্ছে বিএনপির ধানের শীষ, ইসলামী আন্দোলনের হাতপাখা এবং জামায়াতে ইসলামীর দাঁড়িপাল্লা প্রতীকের মধ্যে। স্থানীয় ভোটার ও রাজনৈতিক বিশ্লেষকেরা বলছেন, এবারের নির্বাচনে ত্রিমুখী লড়াই হবে। তবে কে শেষ হাসি হাসবে, তা নিয়ে চলছে নানা হিসাব-নিকাশ। প্রার্থীরাও ছুটছেন প্রত্যন্ত অঞ্চলে। [183,471,265,513]
t2-r0-c3: ১০,২৬,০০০/- [512,815,585,823]
t2-r12-c2: -ঐ- [463,905,512,913]
lost-notice-2-title: হারিয়েছে [376,611,392,617]
t1-r0-c0: ১ম পর্যায় [366,765,439,774]
t2-r7-c3: ৫১,৫০০/- [512,868,585,876]
dhanmanab-tag: বিএনপির জনসভা [340,247,393,259]
t2-r9-c0: ১০ [366,883,384,891]
table-row [366,830,671,838]
callout-item: » আসন দুটিতে বিএনপি, জামায়াতে ইসলামী ও ইসলামী আন্দোলনের হাড্ডাহাড্ডি লড়াই হবে। [108,304,264,323]
t2-r0-c5 [628,815,671,823]
sidebar-title: জাতীয় পার্টির ১৫ জন নেতা-কর্মী বিএনপিতে [506,123,647,133]
t2-r8-c0: ০৯ [366,875,384,883]
table-row [366,765,671,774]
t2-r9-c1: টেংরাকান্দা বাজার [384,883,463,891]
t2-r14-c4: ৫,০০০/- [585,920,628,928]
t1-r1-c0: ২য় পর্যায় [366,774,439,783]
mid-stories [271,209,493,309]
t2-col-1: হাট-বাজারের নাম [384,807,463,815]
t2-r8-c3: ৭৬,০০০/- [512,875,585,883]
t2-r4-c2: -ঐ- [463,845,512,853]
quote-body: আসন্ন জাতীয় সংসদ নির্বাচনে ঢাকা-৩ আসনের এক প্রার্থী ভোটারদের উদ্দেশে বলেছেন, ‘আমাকে ভোট না দিলেও আপনারা কেন্দ্রে যান, ভোট দিন। গণতন্ত্রের স্বার্থে ভোটাধিকার প্রয়োগ করুন।’ গতকাল শনিবার বিকেলে কেরানীগঞ্জে এক পথসভায় তিনি এ কথা বলেন। [271,366,335,394]
t2-r11-c1: রামপুর বাজার [384,898,463,906]
magistrate-table-title: তফসিল [131,706,144,712]
ad-court: (ঢাকায় অর্থঋণ আদালত নং-৭, ঢাকা) [112,582,163,587]
cell-case: মি: মামলা মোকদ্দমা নং-৪৮৭/২০২৫ ধারা: ৯ [233,729,260,756]
signature-scribble: ⌁𝒞𝒽𝑒⌁ [623,940,661,956]
muslim-league-body-2: জাতীয় নির্বাচনে খুলনা-২ আসনে বিএনপির প্রার্থীর পক্ষে অবস্থান নিয়েছে বাংলাদেশ মুসলিম লীগ। গতকাল শনিবার সকালে খুলনা নগরীতে এক সংবাদ সম্মেলনে দলটির নেতারা এ ঘোষণা দেন। তাঁরা বলেন, গণতন্ত্র পুনরুদ্ধারের স্বার্থে সকল গণতান্ত্রিক শক্তির ঐক্য প্রয়োজন। সে কারণেই বিএনপি প্রার্থীকে সমর্থন জানানো হয়েছে। সংবাদ সম্মেলনে আরও উপস্থিত ছিলেন দলের বিভিন্ন পর্যায়ের নেতা-কর্মীরা। [405,122,447,183]
table-row [366,774,671,783]
t2-r3-c0: ০৪ [366,837,384,845]
sidebar-item-jatiya-party [506,124,677,153]
weapons-seizure-photo [10,81,265,201]
muslim-league-story [340,81,493,200]
table-row [366,898,671,906]
lead-left-text [10,277,102,440]
divider [340,608,428,609]
table-row [366,852,671,860]
dhanmanab-body-1: ধানের শীষের প্রতীক শরীরে জড়িয়ে আবারও ‘ধানমানব’ সেজে জনসভায় হাজির হয়েছেন এক বিএনপি সমর্থক। গতকাল শনিবার দুপুরে অনুষ্ঠিত জনসভায় তাঁকে ঘিরে উৎসুক জনতার ভিড় জমে। পুরো শরীরে ধানের গাছ ও খড় জড়িয়ে মাথায় খড়ের টুপি পরে তিনি দীর্ঘক্ষণ দাঁড়িয়ে ছিলেন। তিনি বলেন, ধানের শীষের বিজয় না দেখা পর্যন্ত তিনি এভাবেই প্রচার চালিয়ে যাবেন। [340,271,398,309]
table-row [366,883,671,891]
t2-r6-c0: ০৭ [366,860,384,868]
table-row [366,815,671,823]
top-stories [271,81,493,200]
sidebar-credit: • মৌলভীবাজার প্রতিনিধি [506,244,538,249]
lead-continuation [107,371,265,440]
constituency-callout [107,280,265,367]
lead-body-8: বাংলাদেশ জাতীয় সংসদ নির্বাচনের বাকি আর মাত্র চার দিন। শেষ সময়ে উপকূলীয় জেলা বরগুনার দুটি আসনেই ভোট-বাতাস। প্রচার প্রচারণায় মুখর জনপদ। প্রার্থীরা ভোটারদের দ্বারে দ্বারে ঘুরছেন, দিচ্ছেন নানা প্রতিশ্রুতি। বরগুনা-১ ও বরগুনা-২ আসনে মূল প্রতিদ্বন্দ্বিতা হচ্ছে বিএনপির ধানের শীষ, ইসলামী আন্দোলনের হাতপাখা এবং জামায়াতে ইসলামীর দাঁড়িপাল্লা প্রতীকের মধ্যে। স্থানীয় ভোটার ও রাজনৈতিক বিশ্লেষকেরা বলছেন, এবারের নির্বাচনে ত্রিমুখী লড়াই হবে। তবে কে শেষ হাসি হাসবে, তা নিয়ে চলছে নানা হিসাব-নিকাশ। প্রার্থীরাও ছুটছেন প্রত্যন্ত অঞ্চলে। [96,457,179,499]
t2-r3-c1: জামাইল বাজার [384,837,463,845]
t2-r9-c2: -ঐ- [463,883,512,891]
bottom-overflow-1: আসন্ন জাতীয় সংসদ নির্বাচনে ঢাকা-৩ আসনের এক প্রার্থী ভোটারদের উদ্দেশে বলেছেন, ‘আমাকে ভোট না দিলেও আপনারা কেন্দ্রে যান, ভোট দিন। গণতন্ত্রের স্বার্থে ভোটাধিকার প্রয়োগ করুন।’ গতকাল শনিবার বিকেলে কেরানীগঞ্জে এক পথসভায় তিনি এ কথা বলেন। [271,448,335,468]
t2-r2-c1: শাহেদল বাজার ও গো-হাটি [384,830,463,838]
t2-r3-c2: -ঐ- [463,837,512,845]
t2-r7-c4: ৫০০/- [585,868,628,876]
divider [506,217,677,218]
lead-right-col [107,277,265,440]
t2-r2-c5 [628,830,671,838]
